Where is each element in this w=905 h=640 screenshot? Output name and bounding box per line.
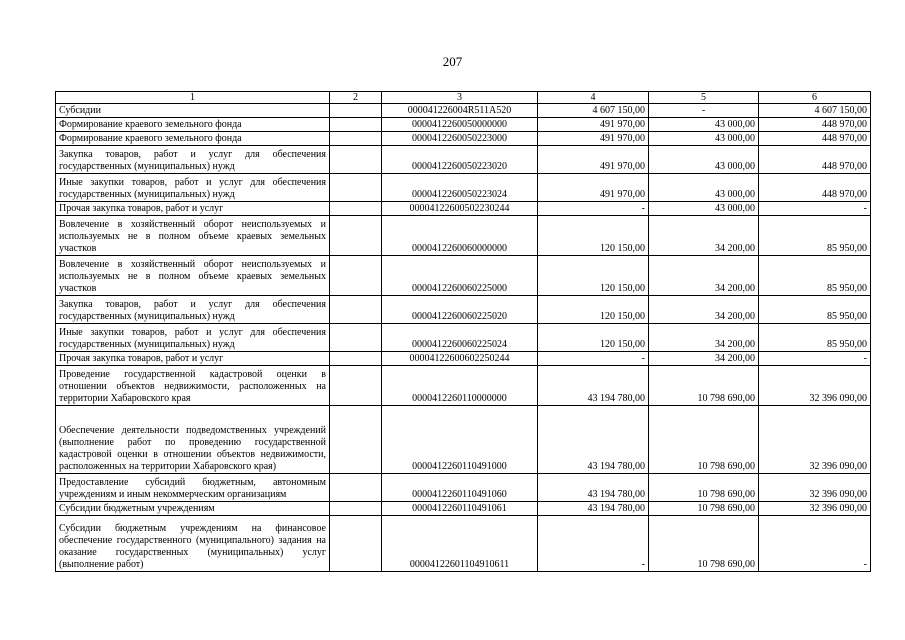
row-name-cell: Проведение государственной кадастровой оценки в отношении объектов недвижимости, расположенных на территории Хабаровского края [56, 366, 330, 406]
row-col2-cell [330, 256, 382, 296]
table-row [56, 406, 871, 474]
header-col-1: 1 [56, 92, 330, 104]
table-row [56, 146, 871, 174]
row-col5-value: 34 200,00 [649, 324, 759, 352]
table-row [56, 516, 871, 572]
table-row [56, 174, 871, 202]
row-code-cell: 0000412260050000000 [382, 118, 538, 132]
row-col2-cell [330, 406, 382, 474]
row-code-cell: 0000412260110000000 [382, 366, 538, 406]
row-col6-value: - [759, 516, 871, 572]
row-code-cell: 0000412260060000000 [382, 216, 538, 256]
row-col2-cell [330, 132, 382, 146]
row-code-cell: 0000412260110491060 [382, 474, 538, 502]
row-name-cell: Формирование краевого земельного фонда [56, 132, 330, 146]
row-col2-cell [330, 104, 382, 118]
table-row [56, 118, 871, 132]
row-col4-value: 491 970,00 [538, 132, 649, 146]
row-col2-cell [330, 118, 382, 132]
row-col5-value: 34 200,00 [649, 296, 759, 324]
row-col6-value: 448 970,00 [759, 146, 871, 174]
row-col2-cell [330, 366, 382, 406]
row-col4-value: - [538, 202, 649, 216]
row-name-cell: Иные закупки товаров, работ и услуг для обеспечения государственных (муниципальных) нужд [56, 174, 330, 202]
row-code-cell: 0000412260110491000 [382, 406, 538, 474]
row-code-cell: 0000412260060225020 [382, 296, 538, 324]
row-code-cell: 0000412260050223024 [382, 174, 538, 202]
row-name-cell: Обеспечение деятельности подведомственных учреждений (выполнение работ по проведению государственной кадастровой оценки в отношении объектов недвижимости, расположенных на территории Хабаровского края) [56, 406, 330, 474]
table-row [56, 132, 871, 146]
row-col5-value: 10 798 690,00 [649, 502, 759, 516]
table-row [56, 502, 871, 516]
row-col2-cell [330, 202, 382, 216]
row-name-cell: Прочая закупка товаров, работ и услуг [56, 352, 330, 366]
row-col5-value: 10 798 690,00 [649, 366, 759, 406]
row-col6-value: 85 950,00 [759, 256, 871, 296]
row-name-cell: Закупка товаров, работ и услуг для обеспечения государственных (муниципальных) нужд [56, 296, 330, 324]
table-row [56, 202, 871, 216]
row-col6-value: 85 950,00 [759, 324, 871, 352]
row-name-cell: Субсидии бюджетным учреждениям на финансовое обеспечение государственного (муниципального) задания на оказание государственных (муниципальных) услуг (выполнение работ) [56, 516, 330, 572]
table-row [56, 474, 871, 502]
row-col5-value: 10 798 690,00 [649, 406, 759, 474]
row-name-cell: Вовлечение в хозяйственный оборот неиспользуемых и используемых не в полном объеме краевых земельных участков [56, 256, 330, 296]
row-col4-value: 491 970,00 [538, 146, 649, 174]
row-col5-value: 34 200,00 [649, 256, 759, 296]
row-col2-cell [330, 216, 382, 256]
row-col5-value: 43 000,00 [649, 146, 759, 174]
row-col6-value: 448 970,00 [759, 132, 871, 146]
row-col5-value: 43 000,00 [649, 174, 759, 202]
table-row [56, 324, 871, 352]
header-col-2: 2 [330, 92, 382, 104]
header-col-4: 4 [538, 92, 649, 104]
row-col2-cell [330, 296, 382, 324]
row-name-cell: Прочая закупка товаров, работ и услуг [56, 202, 330, 216]
row-name-cell: Формирование краевого земельного фонда [56, 118, 330, 132]
row-col6-value: 32 396 090,00 [759, 502, 871, 516]
row-col4-value: 120 150,00 [538, 216, 649, 256]
page-number: 207 [442, 54, 463, 69]
row-col6-value: 448 970,00 [759, 118, 871, 132]
row-col4-value: 120 150,00 [538, 324, 649, 352]
row-col4-value: 491 970,00 [538, 118, 649, 132]
table-row [56, 256, 871, 296]
row-code-cell: 0000412260060225024 [382, 324, 538, 352]
row-col6-value: 85 950,00 [759, 216, 871, 256]
row-col4-value: 491 970,00 [538, 174, 649, 202]
table-row [56, 216, 871, 256]
row-col6-value: 4 607 150,00 [759, 104, 871, 118]
row-col4-value: 120 150,00 [538, 256, 649, 296]
row-code-cell: 0000412260050223000 [382, 132, 538, 146]
row-col4-value: 43 194 780,00 [538, 502, 649, 516]
row-col6-value: 32 396 090,00 [759, 474, 871, 502]
row-col5-value: 43 000,00 [649, 118, 759, 132]
row-col4-value: 120 150,00 [538, 296, 649, 324]
row-col6-value: - [759, 352, 871, 366]
table-row [56, 296, 871, 324]
row-col5-value: 34 200,00 [649, 216, 759, 256]
row-col2-cell [330, 352, 382, 366]
row-col5-value: 43 000,00 [649, 132, 759, 146]
row-col5-value: 10 798 690,00 [649, 474, 759, 502]
row-code-cell: 00004122600602250244 [382, 352, 538, 366]
row-col5-value: - [649, 104, 759, 118]
row-name-cell: Закупка товаров, работ и услуг для обеспечения государственных (муниципальных) нужд [56, 146, 330, 174]
row-col4-value: - [538, 352, 649, 366]
row-col2-cell [330, 474, 382, 502]
row-col2-cell [330, 502, 382, 516]
header-col-3: 3 [382, 92, 538, 104]
row-code-cell: 00004122600502230244 [382, 202, 538, 216]
table-header-row [56, 92, 871, 104]
row-col6-value: 32 396 090,00 [759, 366, 871, 406]
row-col4-value: 43 194 780,00 [538, 406, 649, 474]
row-col2-cell [330, 146, 382, 174]
row-col6-value: - [759, 202, 871, 216]
header-col-5: 5 [649, 92, 759, 104]
header-col-6: 6 [759, 92, 871, 104]
row-code-cell: 000041226004R511A520 [382, 104, 538, 118]
table-row [56, 366, 871, 406]
row-name-cell: Вовлечение в хозяйственный оборот неиспользуемых и используемых не в полном объеме краевых земельных участков [56, 216, 330, 256]
row-col5-value: 43 000,00 [649, 202, 759, 216]
row-name-cell: Субсидии [56, 104, 330, 118]
table-row [56, 352, 871, 366]
row-col6-value: 32 396 090,00 [759, 406, 871, 474]
row-col2-cell [330, 174, 382, 202]
row-col2-cell [330, 516, 382, 572]
row-col5-value: 34 200,00 [649, 352, 759, 366]
row-col6-value: 85 950,00 [759, 296, 871, 324]
row-name-cell: Предоставление субсидий бюджетным, автономным учреждениям и иным некоммерческим организациям [56, 474, 330, 502]
row-name-cell: Иные закупки товаров, работ и услуг для обеспечения государственных (муниципальных) нужд [56, 324, 330, 352]
row-col4-value: 4 607 150,00 [538, 104, 649, 118]
row-code-cell: 00004122601104910611 [382, 516, 538, 572]
row-col6-value: 448 970,00 [759, 174, 871, 202]
row-code-cell: 0000412260050223020 [382, 146, 538, 174]
row-col4-value: - [538, 516, 649, 572]
row-col2-cell [330, 324, 382, 352]
row-code-cell: 0000412260060225000 [382, 256, 538, 296]
budget-table [55, 91, 871, 572]
row-col4-value: 43 194 780,00 [538, 474, 649, 502]
row-col5-value: 10 798 690,00 [649, 516, 759, 572]
row-name-cell: Субсидии бюджетным учреждениям [56, 502, 330, 516]
row-col4-value: 43 194 780,00 [538, 366, 649, 406]
table-row [56, 104, 871, 118]
row-code-cell: 0000412260110491061 [382, 502, 538, 516]
